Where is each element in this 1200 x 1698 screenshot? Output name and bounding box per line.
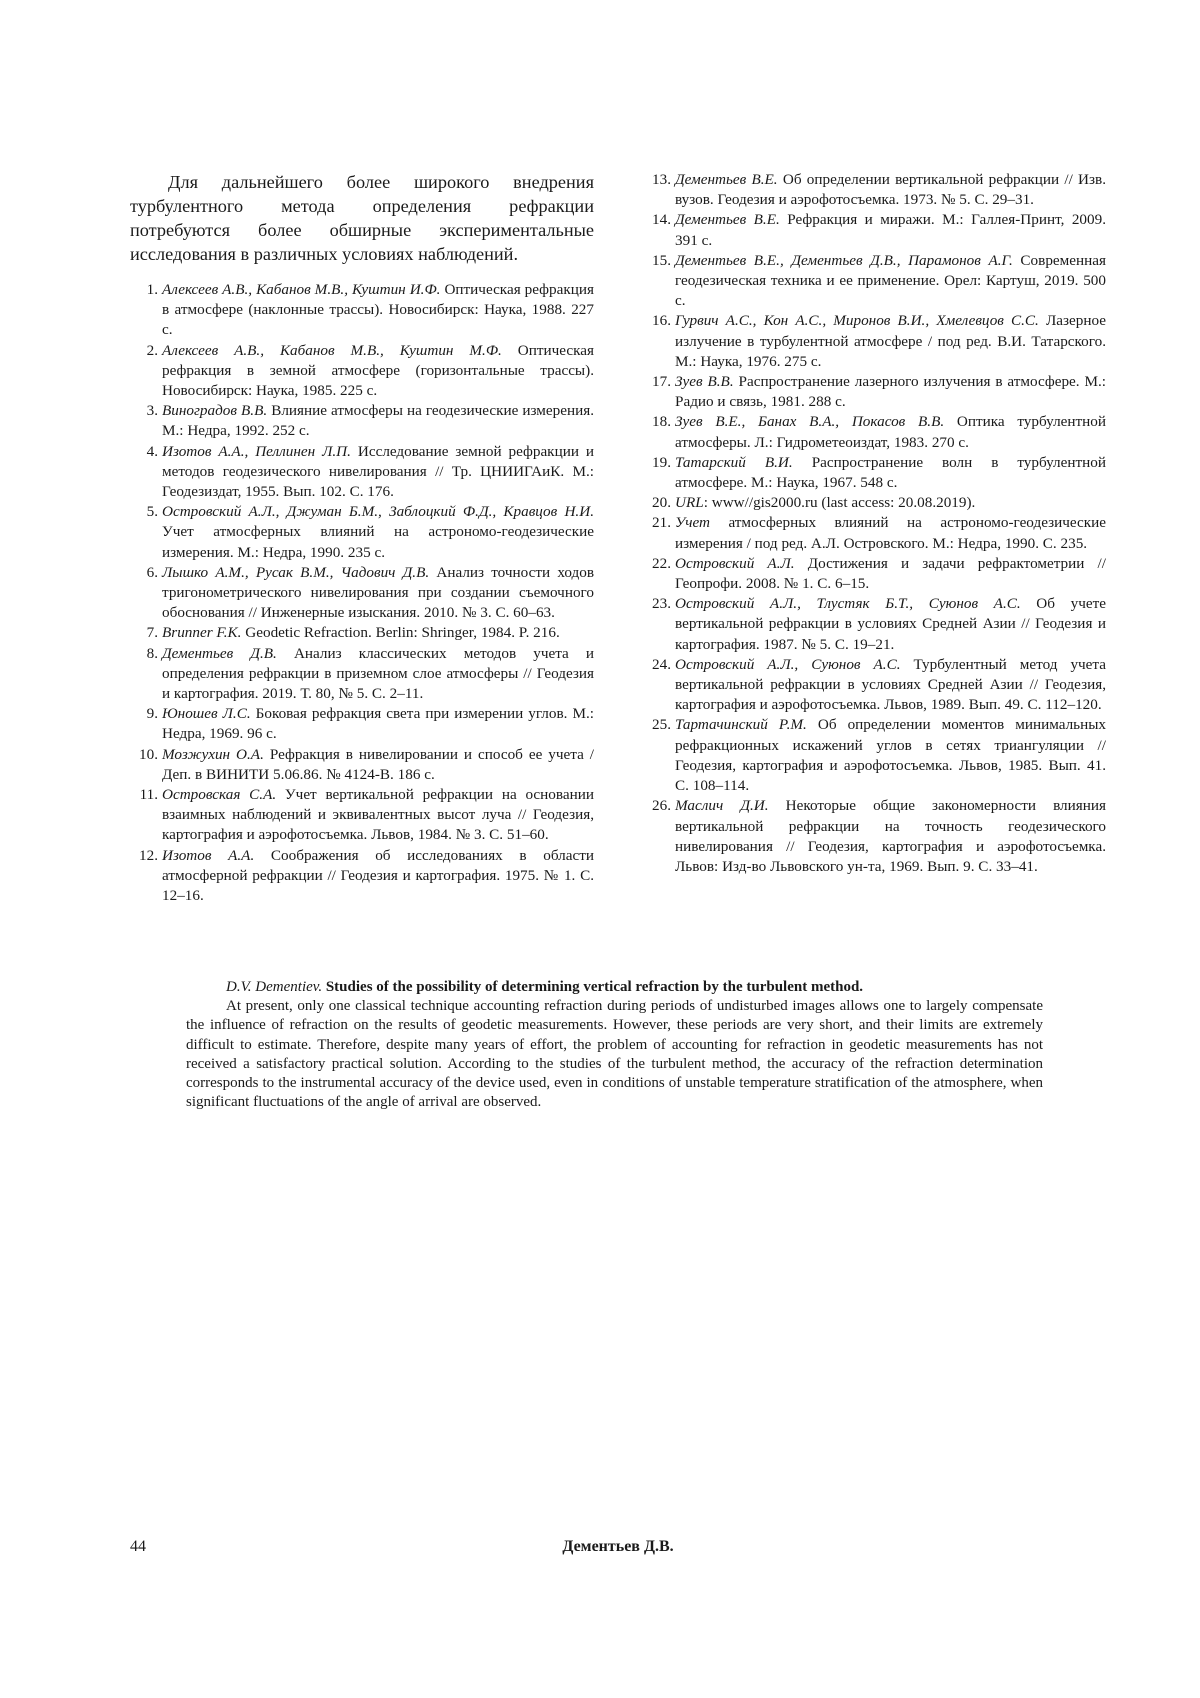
reference-details: Оптика турбулентной атмосферы. Л.: Гидрометеоиздат, 1983. 270 с. (675, 413, 1107, 451)
reference-number: 9. (146, 705, 158, 723)
reference-number: 6. (146, 563, 158, 581)
reference-item (643, 594, 1106, 655)
reference-authors: Маслич Д.И. (675, 797, 769, 815)
reference-details: Об определении вертикальной рефракции // Изв. вузов. Геодезия и аэрофотосъемка. 1973. № 5. С. 29–31. (675, 171, 1106, 209)
reference-authors: Зуев В.В. (675, 373, 734, 391)
english-abstract (186, 978, 1043, 1112)
reference-authors: Алексеев А.В., Кабанов М.В., Куштин И.Ф. (162, 281, 441, 298)
reference-number: 8. (146, 644, 158, 662)
reference-authors: Изотов А.А. (162, 846, 255, 864)
reference-text (675, 493, 1106, 513)
reference-authors: Татарский В.И. (675, 453, 793, 471)
reference-item (643, 493, 1106, 513)
reference-text (162, 704, 594, 744)
reference-authors: Островский А.Л., Джуман Б.М., Заблоцкий Ф.Д., Кравцов Н.И. (162, 503, 594, 521)
reference-authors: Юношев Л.С. (162, 705, 251, 723)
reference-text (675, 513, 1106, 553)
reference-item (130, 785, 594, 846)
reference-text (675, 655, 1106, 716)
reference-number: 22. (652, 554, 671, 572)
reference-text (675, 412, 1106, 452)
reference-authors: Гурвич А.С., Кон А.С., Миронов В.И., Хмелевцов С.С. (675, 312, 1039, 330)
reference-authors: Дементьев Д.В. (162, 644, 277, 662)
reference-authors: Изотов А.А., Пеллинен Л.П. (162, 442, 351, 460)
reference-number: 1. (146, 281, 158, 298)
reference-text (162, 280, 594, 341)
reference-details: Боковая рефракция света при измерении углов. М.: Недра, 1969. 96 с. (162, 705, 594, 743)
reference-text (675, 453, 1106, 493)
page-footer (130, 1538, 1106, 1562)
right-column (643, 170, 1106, 877)
reference-list-left (130, 280, 594, 906)
abstract-author: D.V. Dementiev. (226, 979, 323, 995)
reference-number: 24. (652, 655, 671, 673)
reference-authors: Островский А.Л., Тлустяк Б.Т., Суюнов А.С. (675, 595, 1021, 613)
reference-authors: Островский А.Л. (675, 554, 795, 572)
reference-details: Достижения и задачи рефрактометрии // Геопрофи. 2008. № 1. С. 6–15. (675, 554, 1106, 593)
reference-number: 20. (652, 494, 671, 512)
reference-authors: Дементьев В.Е. (675, 211, 780, 229)
reference-text (675, 311, 1106, 372)
reference-details: Оптическая рефракция в земной атмосфере (горизонтальные трассы). Новосибирск: Наука, 1985. 225 с. (162, 341, 595, 400)
reference-details: Распространение лазерного излучения в атмосфере. М.: Радио и связь, 1981. 288 с. (675, 373, 1106, 411)
reference-text (675, 372, 1106, 412)
reference-item (643, 715, 1106, 796)
reference-item (643, 453, 1106, 493)
reference-number: 15. (652, 251, 671, 269)
reference-text (675, 554, 1106, 594)
reference-number: 19. (652, 453, 671, 471)
reference-item (643, 311, 1106, 372)
reference-authors: Дементьев В.Е. (675, 171, 778, 188)
reference-details: Geodetic Refraction. Berlin: Shringer, 1984. P. 216. (241, 624, 560, 642)
reference-authors: Зуев В.Е., Банах В.А., Покасов В.В. (675, 413, 945, 431)
reference-authors: Мозжухин О.А. (162, 745, 264, 763)
reference-authors: Виноградов В.В. (162, 402, 268, 420)
reference-number: 26. (652, 797, 671, 815)
reference-number: 13. (652, 171, 671, 188)
reference-details: Анализ классических методов учета и определения рефракции в приземном слое атмосферы // Геодезия и картография. 2019. Т. 80, № 5. С. 2–11. (162, 644, 594, 703)
reference-number: 17. (652, 373, 671, 391)
reference-item (643, 210, 1106, 250)
reference-details: Рефракция в нивелировании и способ ее учета / Деп. в ВИНИТИ 5.06.86. № 4124-В. 186 с. (162, 745, 594, 783)
reference-number: 3. (146, 402, 158, 420)
reference-details: Некоторые общие закономерности влияния вертикальной рефракции на точность геодезического нивелирования // Геодезия, картография и аэрофотосъемка. Львов: Изд-во Львовского ун-та, 1969. Вып. 9. С. 33–41. (675, 797, 1106, 875)
reference-details: атмосферных влияний на астрономо-геодезические измерения / под ред. А.Л. Островского. М.: Недра, 1990. С. 235. (675, 514, 1106, 552)
reference-item (130, 401, 594, 441)
reference-number: 18. (652, 413, 671, 431)
reference-text (162, 341, 594, 402)
reference-text (162, 644, 594, 705)
reference-item (643, 412, 1106, 452)
reference-details: Об учете вертикальной рефракции в условиях Средней Азии // Геодезия и картография. 1987. № 5. С. 19–21. (675, 595, 1106, 653)
reference-authors: Лышко А.М., Русак В.М., Чадович Д.В. (162, 563, 430, 581)
reference-text (675, 594, 1106, 655)
reference-item (643, 251, 1106, 312)
reference-authors: Островский А.Л., Суюнов А.С. (675, 655, 901, 673)
reference-authors: Алексеев А.В., Кабанов М.В., Куштин М.Ф. (162, 341, 502, 359)
reference-item (130, 502, 594, 563)
reference-details: Учет вертикальной рефракции на основании взаимных наблюдений и эквивалентных высот луча // Геодезия, картография и аэрофотосъемка. Львов, 1984. № 3. С. 51–60. (162, 786, 594, 844)
reference-authors: Дементьев В.Е., Дементьев Д.В., Парамонов А.Г. (675, 251, 1013, 269)
abstract-heading (186, 978, 1043, 997)
reference-number: 21. (652, 514, 671, 532)
reference-details: Об определении моментов минимальных рефракционных искажений углов в сетях триангуляции // Геодезия, картография и аэрофотосъемка. Львов, 1985. Вып. 41. С. 108–114. (675, 716, 1107, 795)
reference-details: Распространение волн в турбулентной атмосфере. М.: Наука, 1967. 548 с. (675, 453, 1106, 492)
reference-text (162, 502, 594, 563)
reference-details: Соображения об исследованиях в области атмосферной рефракции // Геодезия и картография. 1975. № 1. С. 12–16. (162, 846, 595, 905)
reference-text (162, 785, 594, 846)
reference-details: Оптическая рефракция в атмосфере (наклонные трассы). Новосибирск: Наука, 1988. 227 с. (162, 281, 594, 339)
reference-details: : www//gis2000.ru (last access: 20.08.2019). (703, 494, 976, 512)
reference-item (643, 372, 1106, 412)
reference-text (675, 210, 1106, 250)
reference-item (130, 745, 594, 785)
reference-text (675, 796, 1106, 877)
reference-text (162, 745, 594, 785)
reference-item (643, 554, 1106, 594)
reference-number: 4. (146, 442, 158, 460)
reference-authors: Учет (675, 514, 710, 532)
reference-authors: Тартачинский Р.М. (675, 716, 807, 734)
intro-paragraph: Для дальнейшего более широкого внедрения турбулентного метода определения рефракции потребуются более обширные экспериментальные исследования в различных условиях наблюдений. (130, 172, 594, 264)
reference-number: 11. (139, 786, 158, 804)
reference-number: 2. (146, 341, 158, 359)
reference-number: 14. (652, 211, 671, 229)
reference-list-right (643, 170, 1106, 877)
page-number: 44 (130, 1538, 146, 1555)
reference-text (675, 170, 1106, 210)
reference-item (130, 644, 594, 705)
reference-number: 5. (146, 503, 158, 521)
reference-item (130, 280, 594, 341)
reference-authors: Brunner F.K. (162, 624, 242, 642)
reference-number: 16. (652, 312, 671, 330)
reference-text (162, 623, 594, 643)
abstract-title: Studies of the possibility of determining vertical refraction by the turbulent method. (325, 979, 864, 995)
reference-item (643, 655, 1106, 716)
reference-authors: Островская С.А. (162, 786, 277, 804)
reference-details: Учет атмосферных влияний на астрономо-геодезические измерения. М.: Недра, 1990. 235 с. (162, 523, 594, 561)
abstract-text: At present, only one classical technique accounting refraction during periods of undisturbed images allows one to largely compensate the influence of refraction on the results of geodetic measurements. However, these periods are very short, and their limits are extremely difficult to estimate. Therefore, despite many years of effort, the problem of accounting for refraction in geodetic measurements has not received a satisfactory practical solution. According to the studies of the turbulent method, the accuracy of the refraction determination corresponds to the instrumental accuracy of the device used, even in conditions of unstable temperature stratification of the atmosphere, when significant fluctuations of the angle of arrival are observed. (186, 998, 1043, 1111)
reference-details: Современная геодезическая техника и ее применение. Орел: Картуш, 2019. 500 с. (675, 251, 1106, 310)
reference-item (130, 623, 594, 643)
reference-details: Рефракция и миражи. М.: Галлея-Принт, 2009. 391 с. (675, 211, 1107, 249)
reference-details: Влияние атмосферы на геодезические измерения. М.: Недра, 1992. 252 с. (162, 402, 594, 440)
reference-text (675, 715, 1106, 796)
reference-item (130, 442, 594, 503)
reference-text (675, 251, 1106, 312)
reference-item (643, 513, 1106, 553)
reference-text (162, 563, 594, 624)
reference-details: Лазерное излучение в турбулентной атмосфере / под ред. В.И. Татарского. М.: Наука, 1976. 275 с. (675, 312, 1106, 370)
reference-number: 10. (139, 745, 158, 763)
reference-text (162, 442, 594, 503)
reference-number: 12. (139, 846, 158, 864)
running-head: Дементьев Д.В. (562, 1538, 674, 1555)
reference-item (643, 796, 1106, 877)
reference-number: 7. (146, 624, 158, 642)
reference-details: Турбулентный метод учета вертикальной рефракции в условиях Средней Азии // Геодезия, картография и аэрофотосъемка. Львов, 1989. Вып. 49. С. 112–120. (675, 655, 1106, 714)
reference-item (130, 704, 594, 744)
reference-item (643, 170, 1106, 210)
reference-number: 23. (652, 595, 671, 613)
reference-item (130, 341, 594, 402)
left-column (130, 170, 594, 906)
reference-item (130, 563, 594, 624)
reference-text (162, 846, 594, 907)
reference-authors: URL (675, 494, 704, 512)
reference-item (130, 846, 594, 907)
reference-details: Исследование земной рефракции и методов геодезического нивелирования // Тр. ЦНИИГАиК. М.: Геодезиздат, 1955. Вып. 102. С. 176. (162, 442, 594, 501)
reference-details: Анализ точности ходов тригонометрического нивелирования при создании съемочного обоснования // Инженерные изыскания. 2010. № 3. С. 60–63. (162, 563, 594, 622)
reference-number: 25. (652, 716, 671, 734)
reference-text (162, 401, 594, 441)
